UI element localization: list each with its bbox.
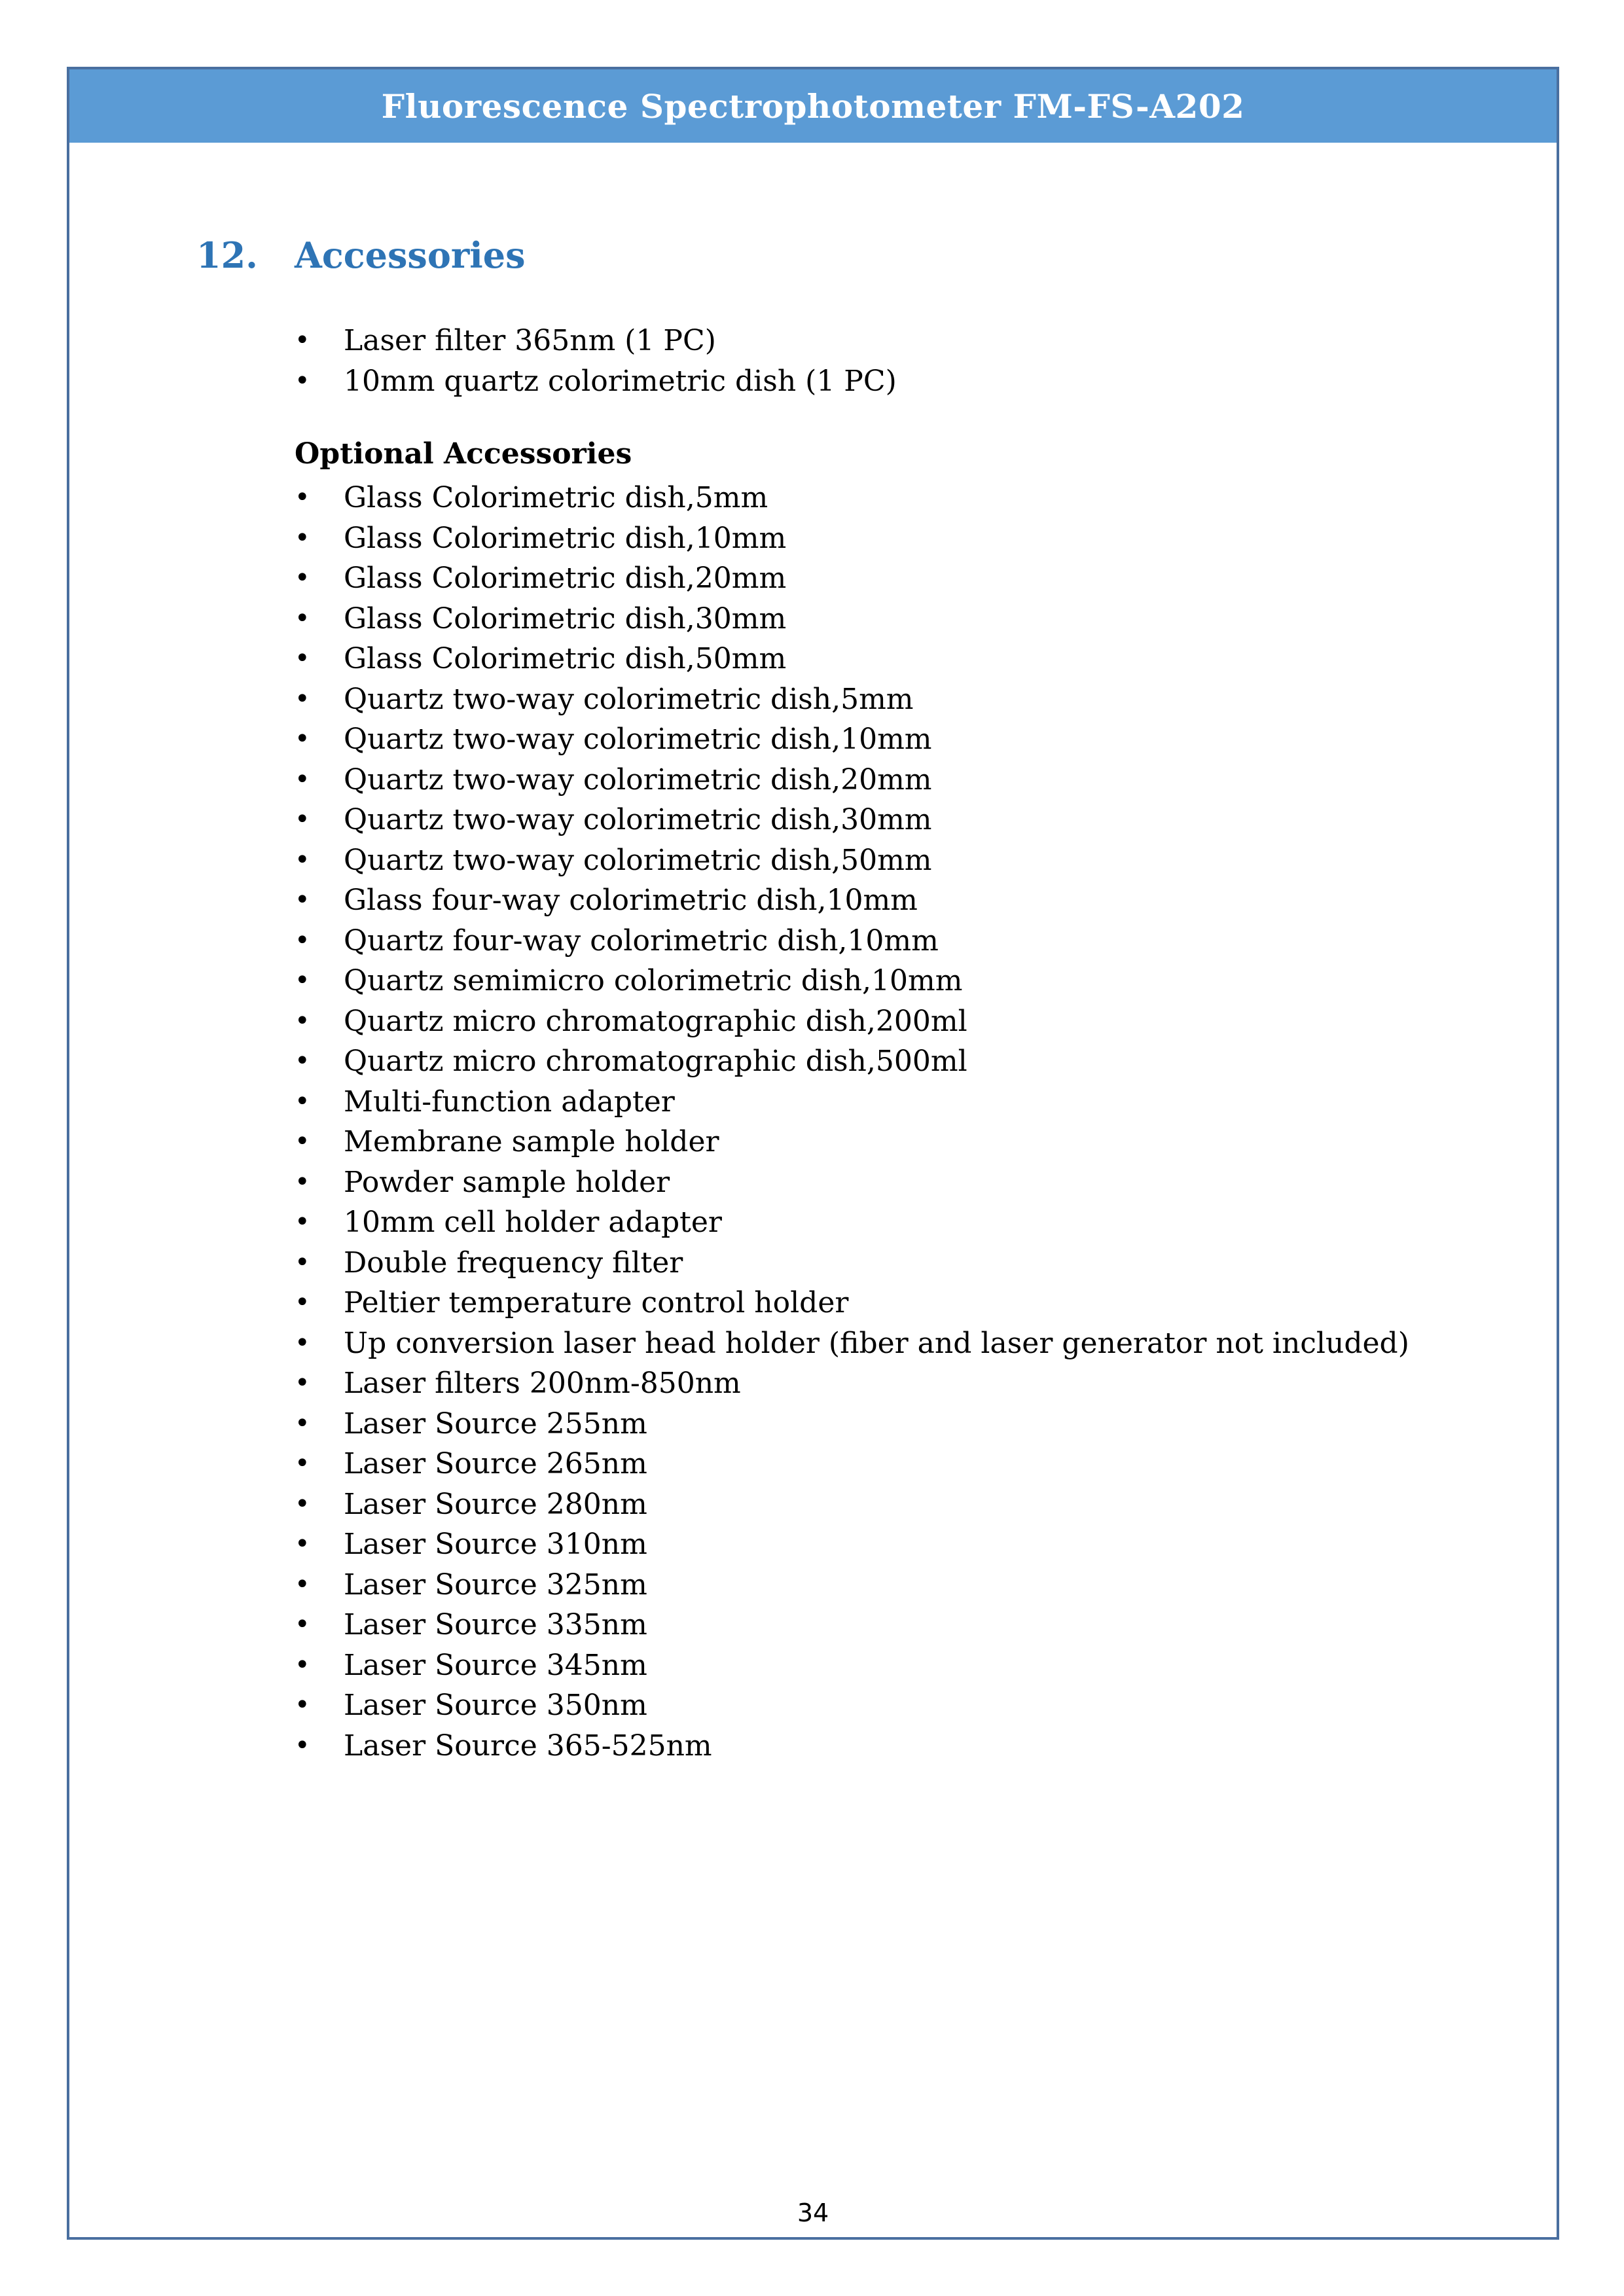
list-item [295,1524,1409,1565]
bullet-icon: • [295,1488,310,1519]
bullet-icon: • [295,1247,310,1278]
list-item [295,1283,1409,1323]
bullet-icon: • [295,1046,310,1076]
bullet-icon: • [295,522,310,553]
list-item-text: Glass four-way colorimetric dish,10mm [344,884,918,917]
list-item-text: Quartz two-way colorimetric dish,50mm [344,843,932,877]
bullet-icon: • [295,1126,310,1157]
list-item-text: Laser Source 335nm [344,1608,647,1641]
bullet-icon: • [295,925,310,956]
bullet-icon: • [295,885,310,915]
list-item [295,760,1409,800]
list-item [295,679,1409,720]
list-item-text: Up conversion laser head holder (fiber and laser generator not included) [344,1326,1409,1360]
list-item-text: Glass Colorimetric dish,30mm [344,601,787,636]
list-item-text: Quartz two-way colorimetric dish,5mm [344,682,914,716]
bullet-icon: • [295,1327,310,1358]
bullet-icon: • [295,603,310,634]
section-heading [196,234,526,276]
list-item [295,478,1409,518]
bullet-icon: • [295,1207,310,1237]
list-item [295,599,1409,639]
list-item [295,639,1409,679]
bullet-icon: • [295,1569,310,1600]
list-item [295,840,1409,881]
list-item-text: Laser Source 350nm [344,1689,647,1722]
list-item-text: Glass Colorimetric dish,20mm [344,562,787,595]
list-item-text: Laser filter 365nm (1 PC) [344,324,716,357]
header-bar [69,69,1557,143]
list-item-text: Quartz four-way colorimetric dish,10mm [344,924,939,958]
list-item [295,1363,1409,1404]
bullet-icon: • [295,1005,310,1036]
list-item [295,1082,1409,1122]
list-item-text: Peltier temperature control holder [344,1286,849,1319]
list-item [295,921,1409,961]
list-item [295,321,897,361]
list-item-text: Laser Source 265nm [344,1447,647,1480]
bullet-icon: • [295,1086,310,1117]
list-item [295,1041,1409,1082]
list-item-text: Laser Source 255nm [344,1407,647,1441]
standard-accessories-list [295,321,897,401]
list-item [295,361,897,402]
list-item [295,1202,1409,1243]
list-item-text: Quartz semimicro colorimetric dish,10mm [344,964,963,997]
bullet-icon: • [295,724,310,754]
list-item [295,1243,1409,1283]
list-item [295,1484,1409,1525]
list-item-text: Quartz two-way colorimetric dish,20mm [344,762,932,797]
list-item [295,1685,1409,1726]
list-item [295,1565,1409,1605]
bullet-icon: • [295,325,310,355]
list-item [295,1323,1409,1364]
page-number: 34 [797,2198,829,2227]
list-item-text: Quartz two-way colorimetric dish,10mm [344,723,932,756]
list-item-text: Laser Source 310nm [344,1528,647,1561]
bullet-icon: • [295,844,310,875]
bullet-icon: • [295,804,310,834]
list-item-text: Glass Colorimetric dish,50mm [344,642,787,675]
bullet-icon: • [295,1649,310,1680]
list-item-text: 10mm quartz colorimetric dish (1 PC) [344,364,897,398]
section-number: 12. [196,234,258,276]
list-item [295,518,1409,559]
list-item-text: Laser Source 325nm [344,1568,647,1602]
optional-accessories-list [295,478,1409,1766]
bullet-icon: • [295,1166,310,1197]
bullet-icon: • [295,1529,310,1559]
list-item [295,880,1409,921]
list-item [295,1444,1409,1484]
list-item [295,1162,1409,1203]
list-item-text: Quartz micro chromatographic dish,500ml [344,1045,967,1078]
list-item-text: Powder sample holder [344,1165,670,1199]
list-item-text: Laser filters 200nm-850nm [344,1367,741,1400]
list-item [295,1001,1409,1042]
list-item [295,558,1409,599]
bullet-icon: • [295,683,310,714]
list-item [295,800,1409,840]
list-item-text: 10mm cell holder adapter [344,1206,722,1239]
bullet-icon: • [295,1690,310,1720]
list-item-text: Glass Colorimetric dish,10mm [344,521,787,555]
list-item-text: Quartz micro chromatographic dish,200ml [344,1004,967,1038]
list-item [295,719,1409,760]
document-title: Fluorescence Spectrophotometer FM-FS-A202 [381,86,1245,126]
list-item-text: Multi-function adapter [344,1085,675,1119]
list-item [295,1726,1409,1767]
bullet-icon: • [295,1448,310,1479]
bullet-icon: • [295,482,310,512]
list-item [295,1605,1409,1645]
list-item-text: Laser Source 345nm [344,1648,647,1682]
list-item-text: Double frequency filter [344,1246,683,1280]
bullet-icon: • [295,365,310,396]
list-item-text: Laser Source 365-525nm [344,1729,712,1763]
bullet-icon: • [295,643,310,673]
list-item-text: Laser Source 280nm [344,1487,647,1521]
list-item-text: Quartz two-way colorimetric dish,30mm [344,803,932,836]
list-item-text: Glass Colorimetric dish,5mm [344,481,768,514]
list-item [295,1645,1409,1686]
bullet-icon: • [295,1368,310,1398]
bullet-icon: • [295,1287,310,1318]
bullet-icon: • [295,965,310,996]
bullet-icon: • [295,1730,310,1761]
list-item [295,1122,1409,1162]
optional-accessories-heading: Optional Accessories [295,437,632,471]
bullet-icon: • [295,1609,310,1640]
list-item [295,961,1409,1001]
list-item-text: Membrane sample holder [344,1125,719,1158]
bullet-icon: • [295,764,310,795]
section-title: Accessories [295,234,526,276]
bullet-icon: • [295,563,310,593]
bullet-icon: • [295,1408,310,1439]
list-item [295,1404,1409,1444]
